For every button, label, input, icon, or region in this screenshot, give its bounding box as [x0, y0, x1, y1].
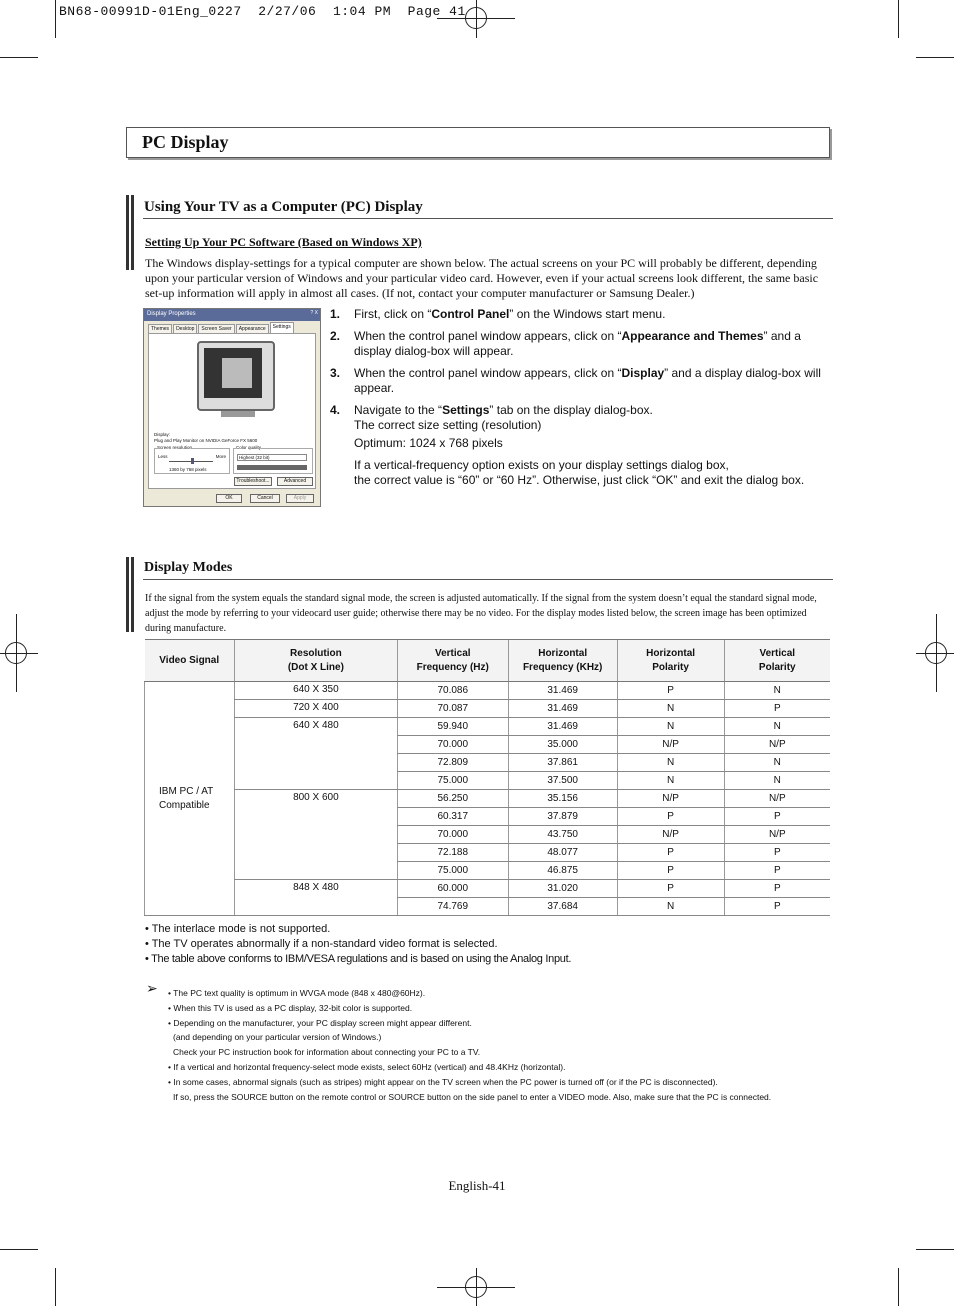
step-text-post: ” and a display dialog-box will appear.: [354, 329, 801, 358]
table-row: [145, 718, 831, 736]
step-text-bold: Appearance and Themes: [621, 329, 764, 343]
horizontal-frequency-cell: 31.469: [508, 682, 617, 700]
step-2: [330, 329, 835, 359]
vertical-polarity-cell: N/P: [724, 790, 830, 808]
monitor-stand: [221, 411, 255, 417]
color-bar: [237, 465, 307, 470]
vertical-frequency-cell: 70.000: [397, 826, 508, 844]
registration-mark: [916, 653, 954, 654]
horizontal-polarity-cell: P: [617, 808, 724, 826]
table-header: [145, 640, 831, 682]
vertical-frequency-cell: 70.087: [397, 700, 508, 718]
horizontal-polarity-cell: N: [617, 718, 724, 736]
registration-mark: [16, 614, 17, 692]
horizontal-polarity-cell: N: [617, 700, 724, 718]
note-item: • In some cases, abnormal signals (such as stripes) might appear on the TV screen when the PC power is turned off (or if the PC is disconnected).: [168, 1076, 718, 1087]
vertical-frequency-cell: 60.317: [397, 808, 508, 826]
step-text: [354, 403, 835, 418]
close-icon: ? X: [310, 310, 318, 316]
vertical-frequency-cell: 70.000: [397, 736, 508, 754]
step-text-pre: When the control panel window appears, click on “: [354, 366, 622, 380]
step-3: [330, 366, 835, 396]
vertical-frequency-cell: 75.000: [397, 772, 508, 790]
crop-mark: [55, 1268, 56, 1306]
step-text-pre: When the control panel window appears, click on “: [354, 329, 622, 343]
vertical-polarity-cell: N: [724, 718, 830, 736]
vertical-frequency-cell: 56.250: [397, 790, 508, 808]
window-preview: [222, 358, 252, 388]
color-select: Highest (32 bit): [237, 454, 307, 461]
video-signal-cell: IBM PC / AT Compatible: [145, 682, 235, 916]
step-4-line5: the correct value is “60” or “60 Hz”. Otherwise, just click “OK” and exit the dialog box.: [354, 473, 805, 487]
vertical-polarity-cell: P: [724, 844, 830, 862]
dialog-tabs: [148, 324, 316, 333]
step-text: [354, 366, 835, 396]
screen-resolution-group: [154, 445, 230, 474]
vertical-polarity-cell: N: [724, 682, 830, 700]
vertical-polarity-cell: N/P: [724, 826, 830, 844]
step-number: 3.: [330, 366, 341, 380]
note-item: Check your PC instruction book for information about connecting your PC to a TV.: [173, 1047, 481, 1058]
section-heading: Display Modes: [144, 560, 233, 575]
horizontal-polarity-cell: N: [617, 754, 724, 772]
screen-res-label: Screen resolution: [157, 445, 193, 450]
table-header-row: [145, 640, 831, 682]
step-1: [330, 307, 835, 322]
advanced-button: Advanced: [277, 477, 313, 486]
column-header: Vertical Frequency (Hz): [397, 640, 508, 682]
table-row: [145, 790, 831, 808]
registration-mark: [476, 0, 477, 38]
note-item: • The PC text quality is optimum in WVGA mode (848 x 480@60Hz).: [168, 988, 426, 998]
horizontal-frequency-cell: 48.077: [508, 844, 617, 862]
crop-mark: [0, 57, 38, 58]
more-label: More: [215, 454, 226, 459]
res-value: 1360 by 768 pixels: [169, 467, 207, 472]
column-header: Resolution (Dot X Line): [234, 640, 397, 682]
color-quality-group: [233, 445, 313, 474]
monitor-screen: [204, 348, 262, 398]
horizontal-frequency-cell: 35.000: [508, 736, 617, 754]
column-header: Horizontal Frequency (KHz): [508, 640, 617, 682]
step-text-post: ” on the Windows start menu.: [509, 307, 666, 321]
horizontal-polarity-cell: P: [617, 862, 724, 880]
note-arrow-icon: ➢: [146, 982, 158, 997]
vertical-frequency-cell: 70.086: [397, 682, 508, 700]
vertical-polarity-cell: N: [724, 772, 830, 790]
section-rule: [143, 579, 833, 580]
table-row: [145, 682, 831, 700]
dialog-title-bar: [144, 309, 320, 321]
table-body: [145, 682, 831, 916]
step-text: [354, 307, 835, 322]
column-header: Video Signal: [145, 640, 235, 682]
resolution-cell: 848 X 480: [234, 880, 397, 916]
vertical-polarity-cell: P: [724, 862, 830, 880]
vertical-polarity-cell: N: [724, 754, 830, 772]
vertical-polarity-cell: P: [724, 898, 830, 916]
vertical-frequency-cell: 59.940: [397, 718, 508, 736]
horizontal-polarity-cell: P: [617, 880, 724, 898]
step-text-bold: Display: [621, 366, 665, 380]
note-item: If so, press the SOURCE button on the remote control or SOURCE button on the side panel to enter a VIDEO mode. Also, make sure that the PC is connected.: [173, 1091, 772, 1102]
intro-paragraph: The Windows display-settings for a typical computer are shown below. The actual screens on your PC will probably be different, depending upon your particular version of Windows and your particular video card. However, even if your actual screens look different, the same basic set-up information will apply in almost all cases. (If not, contact your computer manufacturer or Samsung Dealer.): [145, 256, 819, 300]
vertical-polarity-cell: P: [724, 700, 830, 718]
crop-mark: [55, 0, 56, 38]
note-item: • If a vertical and horizontal frequency-select mode exists, select 60Hz (vertical) and 48.4KHz (horizontal).: [168, 1061, 566, 1072]
horizontal-frequency-cell: 35.156: [508, 790, 617, 808]
horizontal-frequency-cell: 37.861: [508, 754, 617, 772]
color-label: Color quality: [236, 445, 262, 450]
horizontal-frequency-cell: 31.469: [508, 718, 617, 736]
subheading: Setting Up Your PC Software (Based on Windows XP): [145, 235, 422, 249]
horizontal-frequency-cell: 37.500: [508, 772, 617, 790]
step-text-pre: Navigate to the “: [354, 403, 443, 417]
print-slug: BN68-00991D-01Eng_0227 2/27/06 1:04 PM Page 41: [59, 4, 466, 19]
display-label: Display:: [154, 432, 171, 437]
horizontal-frequency-cell: 37.684: [508, 898, 617, 916]
vertical-frequency-cell: 75.000: [397, 862, 508, 880]
tab-appearance: Appearance: [236, 324, 269, 333]
horizontal-polarity-cell: N: [617, 898, 724, 916]
horizontal-frequency-cell: 37.879: [508, 808, 617, 826]
column-header: Horizontal Polarity: [617, 640, 724, 682]
horizontal-polarity-cell: P: [617, 844, 724, 862]
crop-mark: [898, 1268, 899, 1306]
column-header: Vertical Polarity: [724, 640, 830, 682]
step-4: [330, 403, 835, 488]
horizontal-polarity-cell: N/P: [617, 790, 724, 808]
cancel-button: Cancel: [250, 494, 280, 503]
display-modes-table: [144, 639, 830, 916]
resolution-cell: 640 X 350: [234, 682, 397, 700]
section-heading: Using Your TV as a Computer (PC) Display: [144, 199, 423, 215]
registration-mark: [476, 1268, 477, 1306]
page-title-box: [126, 127, 830, 158]
step-text-post: ” and a display dialog-box will appear.: [354, 366, 821, 395]
table-row: [145, 880, 831, 898]
horizontal-polarity-cell: N/P: [617, 736, 724, 754]
horizontal-polarity-cell: N/P: [617, 826, 724, 844]
less-label: Less: [158, 454, 168, 459]
note-item: • When this TV is used as a PC display, 32-bit color is supported.: [168, 1002, 413, 1013]
page-title: PC Display: [142, 132, 229, 152]
dialog-title: Display Properties: [147, 311, 196, 317]
troubleshoot-button: Troubleshoot...: [234, 477, 272, 486]
step-number: 1.: [330, 307, 341, 321]
bullet-item: • The table above conforms to IBM/VESA regulations and is based on using the Analog Input.: [145, 953, 572, 965]
step-4-line2: The correct size setting (resolution): [354, 418, 542, 432]
step-4-line3: Optimum: 1024 x 768 pixels: [354, 436, 503, 450]
horizontal-frequency-cell: 43.750: [508, 826, 617, 844]
dialog-body: [148, 333, 316, 489]
section-bar: [126, 557, 134, 632]
resolution-cell: 640 X 480: [234, 718, 397, 790]
vertical-frequency-cell: 60.000: [397, 880, 508, 898]
vertical-frequency-cell: 74.769: [397, 898, 508, 916]
crop-mark: [0, 1249, 38, 1250]
step-number: 4.: [330, 403, 341, 417]
display-modes-intro: If the signal from the system equals the standard signal mode, the screen is adjusted automatically. If the signal from the system doesn’t equal the standard signal mode, adjust the mode by referring to your videocard user guide; otherwise there may be no video. For the display modes listed below, the screen image has been optimized during manufacture.: [145, 593, 817, 634]
resolution-cell: 800 X 600: [234, 790, 397, 880]
step-text-post: ” tab on the display dialog-box.: [489, 403, 653, 417]
step-4-line4: If a vertical-frequency option exists on your display settings dialog box,: [354, 458, 729, 472]
tab-desktop: Desktop: [173, 324, 197, 333]
horizontal-polarity-cell: N: [617, 772, 724, 790]
step-number: 2.: [330, 329, 341, 343]
monitor-icon: [197, 341, 275, 411]
crop-mark: [916, 57, 954, 58]
display-value: Plug and Play Monitor on NVIDIA GeForce FX 5600: [154, 438, 258, 443]
registration-mark: [0, 653, 38, 654]
table-row: [145, 700, 831, 718]
bullet-item: • The TV operates abnormally if a non-standard video format is selected.: [145, 938, 498, 950]
resolution-cell: 720 X 400: [234, 700, 397, 718]
step-text-pre: First, click on “: [354, 307, 432, 321]
step-text: [354, 329, 835, 359]
slider-thumb: [191, 458, 194, 464]
note-item: • Depending on the manufacturer, your PC display screen might appear different.: [168, 1017, 472, 1028]
apply-button: Apply: [286, 494, 314, 503]
notes-list: [168, 986, 771, 1104]
vertical-frequency-cell: 72.809: [397, 754, 508, 772]
section-rule: [143, 218, 833, 219]
vertical-polarity-cell: N/P: [724, 736, 830, 754]
horizontal-frequency-cell: 31.469: [508, 700, 617, 718]
vertical-polarity-cell: P: [724, 808, 830, 826]
registration-mark: [936, 614, 937, 692]
tab-themes: Themes: [148, 324, 172, 333]
page-number: English-41: [448, 1178, 506, 1193]
display-properties-screenshot: [143, 308, 321, 507]
bullet-list: [145, 922, 571, 967]
horizontal-frequency-cell: 46.875: [508, 862, 617, 880]
vertical-polarity-cell: P: [724, 880, 830, 898]
tab-settings: Settings: [270, 322, 294, 333]
horizontal-polarity-cell: P: [617, 682, 724, 700]
crop-mark: [898, 0, 899, 38]
horizontal-frequency-cell: 31.020: [508, 880, 617, 898]
tab-screen-saver: Screen Saver: [198, 324, 234, 333]
vertical-frequency-cell: 72.188: [397, 844, 508, 862]
steps-list: [330, 307, 835, 495]
section-bar: [126, 195, 134, 270]
bullet-item: • The interlace mode is not supported.: [145, 923, 331, 935]
ok-button: OK: [216, 494, 242, 503]
step-text-bold: Settings: [442, 403, 490, 417]
crop-mark: [916, 1249, 954, 1250]
note-item: (and depending on your particular version of Windows.): [173, 1032, 382, 1043]
step-text-bold: Control Panel: [431, 307, 510, 321]
